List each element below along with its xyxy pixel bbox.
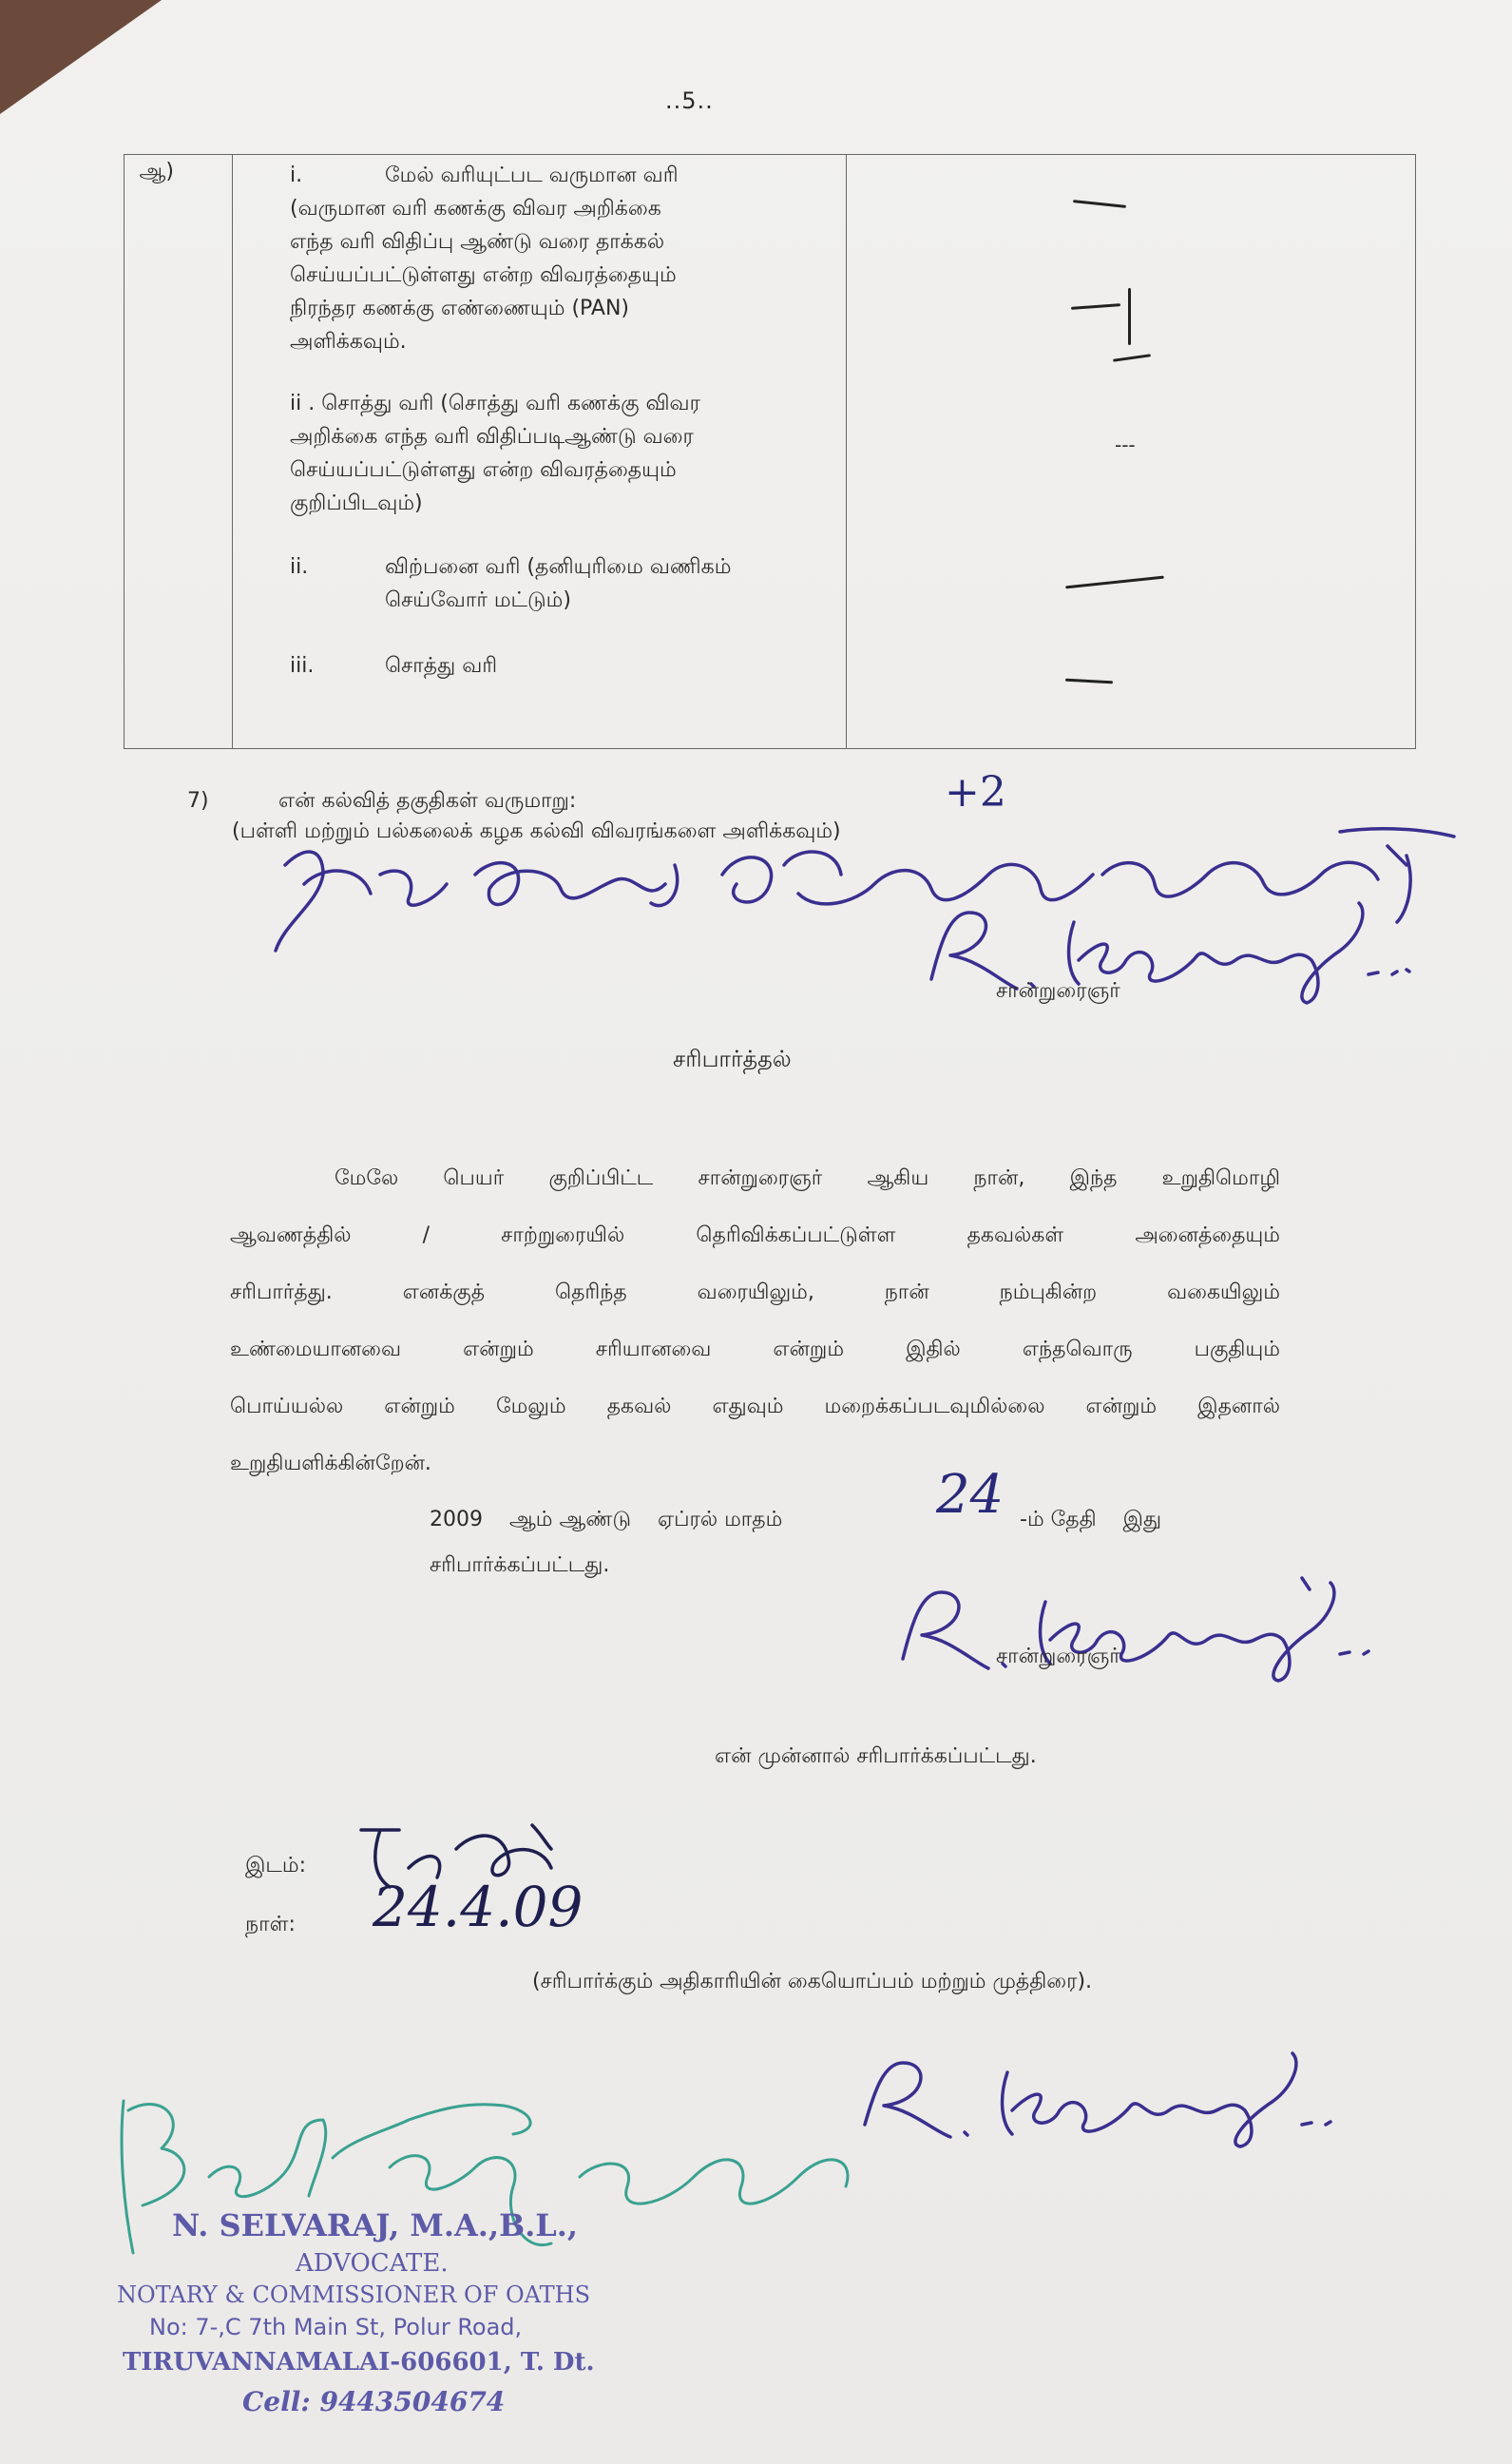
item-1-line-3: எந்த வரி விதிப்பு ஆண்டு வரை தாக்கல்	[290, 230, 665, 254]
answer-dash-2	[1071, 303, 1120, 310]
answer-dash-4	[1065, 576, 1164, 589]
item-4-line-1: சொத்து வரி	[385, 654, 498, 678]
item-num-3: ii.	[290, 555, 309, 579]
seal-address-1: No: 7-,C 7th Main St, Polur Road,	[149, 2314, 523, 2340]
notary-signature	[105, 2063, 874, 2291]
item-1-line-1: மேல் வரியுட்பட வருமான வரி	[385, 164, 679, 187]
table-row-label-cell	[124, 155, 233, 749]
date-part-2: -ம் தேதி	[1020, 1508, 1097, 1531]
table-answer-cell	[847, 155, 1416, 749]
seal-title: ADVOCATE.	[296, 2249, 449, 2278]
table-description-cell	[233, 155, 847, 749]
item-1-line-6: அளிக்கவும்.	[290, 330, 407, 354]
item-2-line-2: அறிக்கை எந்த வரி விதிப்படிஆண்டு வரை	[290, 425, 694, 449]
place-label: இடம்:	[245, 1854, 307, 1877]
item-2-line-1: ii . சொத்து வரி (சொத்து வரி கணக்கு விவர	[290, 392, 700, 415]
item-num-1: i.	[290, 164, 303, 187]
verification-line-6: உறுதியளிக்கின்றேன்.	[230, 1452, 431, 1475]
date-line-suffix	[1020, 1508, 1161, 1534]
deponent-label-2: சான்றுரைஞர்	[996, 1645, 1120, 1668]
seal-role: NOTARY & COMMISSIONER OF OATHS	[117, 2281, 591, 2308]
date-year: 2009	[430, 1508, 483, 1531]
verification-line-5: பொய்யல்ல என்றும் மேலும் தகவல் எதுவும் மறைக்கப்படவுமில்லை என்றும் இதனால்	[230, 1395, 1280, 1418]
item-1-line-2: (வருமான வரி கணக்கு விவர அறிக்கை	[290, 197, 661, 221]
education-number: 7)	[187, 789, 209, 813]
page-number: ..5..	[665, 87, 714, 114]
date-line	[430, 1508, 782, 1534]
verification-line-2: ஆவணத்தில் / சாற்றுரையில் தெரிவிக்கப்பட்டுள்ள தகவல்கள் அனைத்தையும்	[230, 1223, 1280, 1247]
date-month: ஏப்ரல் மாதம்	[657, 1508, 783, 1531]
seal-name: N. SELVARAJ, M.A.,B.L.,	[172, 2207, 579, 2243]
deponent-signature-3	[846, 2044, 1397, 2148]
verification-paragraph	[230, 1150, 1280, 1492]
item-3-line-1: விற்பனை வரி (தனியுரிமை வணிகம்	[385, 555, 732, 579]
item-3-line-2: செய்வோர் மட்டும்)	[385, 588, 571, 612]
handwritten-day: 24	[936, 1464, 1005, 1526]
education-line-1: என் கல்வித் தகுதிகள் வருமாறு:	[278, 789, 577, 813]
answer-mark-2: ---	[1115, 433, 1136, 456]
deponent-signature-2	[884, 1569, 1454, 1683]
officer-caption: (சரிபார்க்கும் அதிகாரியின் கையொப்பம் மற்றும் முத்திரை).	[532, 1970, 1093, 1993]
date-line-2: சரிபார்க்கப்பட்டது.	[430, 1553, 610, 1577]
education-line-2: (பள்ளி மற்றும் பல்கலைக் கழக கல்வி விவரங்களை அளிக்கவும்)	[232, 819, 841, 843]
item-1-line-4: செய்யப்பட்டுள்ளது என்ற விவரத்தையும்	[290, 263, 677, 287]
deponent-label-1: சான்றுரைஞர்	[996, 979, 1120, 1003]
item-1-line-5: நிரந்தர கணக்கு எண்ணையும் (PAN)	[290, 297, 630, 320]
seal-cell: Cell: 9443504674	[242, 2386, 506, 2417]
verification-heading: சரிபார்த்தல்	[673, 1046, 792, 1072]
answer-dash-3	[1113, 354, 1151, 362]
verification-line-3: சரிபார்த்து. எனக்குத் தெரிந்த வரையிலும், நான் நம்புகின்ற வகையிலும்	[230, 1280, 1280, 1304]
tax-details-table	[124, 154, 1416, 749]
answer-tick-2	[1128, 288, 1131, 345]
handwritten-date: 24.4.09	[373, 1875, 584, 1939]
date-part-1: ஆம் ஆண்டு	[508, 1508, 631, 1531]
seal-address-2: TIRUVANNAMALAI-606601, T. Dt.	[123, 2348, 595, 2377]
row-label: ஆ)	[139, 159, 174, 183]
handwritten-plus-two: +2	[945, 768, 1006, 817]
verification-line-4: உண்மையானவை என்றும் சரியானவை என்றும் இதில் எந்தவொரு பகுதியும்	[230, 1338, 1280, 1361]
item-num-4: iii.	[290, 654, 315, 678]
item-2-line-4: குறிப்பிடவும்)	[290, 491, 423, 515]
before-me-text: என் முன்னால் சரிபார்க்கப்பட்டது.	[715, 1744, 1037, 1768]
verification-line-1: மேலே பெயர் குறிப்பிட்ட சான்றுரைஞர் ஆகிய நான், இந்த உறுதிமொழி	[335, 1166, 1280, 1190]
page-corner-shadow	[0, 0, 162, 114]
date-part-3: இது	[1122, 1508, 1162, 1531]
answer-dash-5	[1065, 679, 1113, 684]
date-label: நாள்:	[245, 1913, 296, 1936]
answer-dash-1	[1073, 200, 1126, 208]
item-2-line-3: செய்யப்பட்டுள்ளது என்ற விவரத்தையும்	[290, 458, 677, 482]
